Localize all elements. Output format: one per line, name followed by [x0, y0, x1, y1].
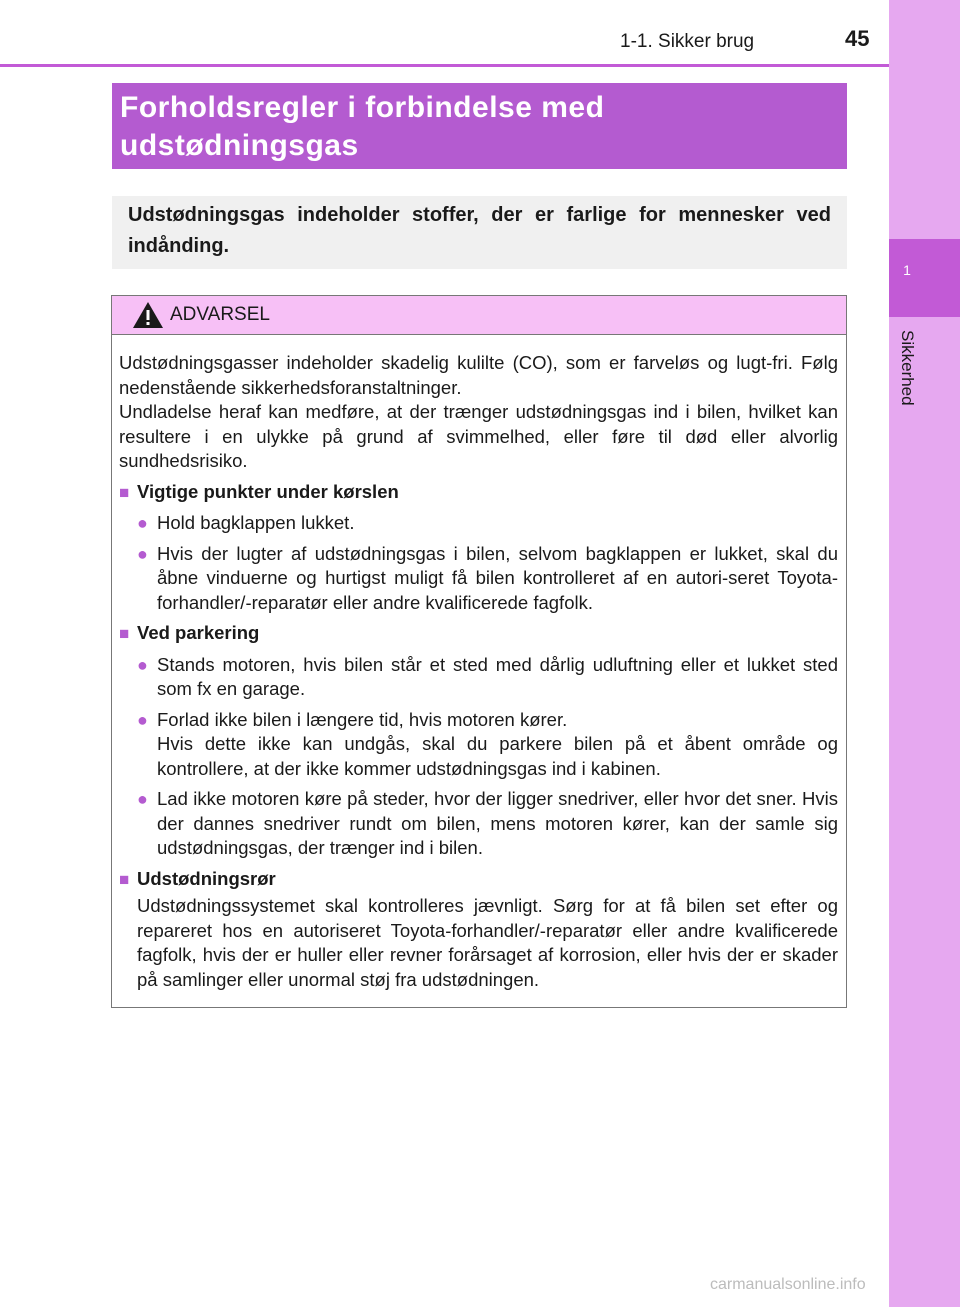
round-bullet-icon: ●	[137, 654, 148, 675]
watermark: carmanualsonline.info	[710, 1276, 866, 1293]
chapter-label: Sikkerhed	[898, 330, 917, 406]
list-item-text	[157, 708, 838, 782]
section-heading	[119, 621, 838, 647]
section-heading-text: Ved parkering	[137, 622, 260, 643]
list-item	[119, 653, 838, 702]
square-bullet-icon: ■	[119, 869, 130, 889]
square-bullet-icon: ■	[119, 624, 130, 643]
side-tab	[889, 0, 960, 1307]
section-heading	[119, 867, 838, 893]
side-tab-active	[889, 239, 960, 317]
warning-header	[112, 296, 846, 335]
page-title-line1: Forholdsregler i forbindelse med	[120, 91, 605, 124]
round-bullet-icon: ●	[137, 709, 148, 730]
warning-label: ADVARSEL	[170, 304, 270, 325]
list-item	[119, 708, 838, 782]
section-heading-text: Vigtige punkter under kørslen	[137, 480, 399, 502]
list-item-text: Lad ikke motoren køre på steder, hvor der ligger snedriver, eller hvor det sner. Hvis der dannes snedriver rundt om bilen, mens motoren kører, kan der samle sig udstødningsgas, der trænger ind i bilen.	[157, 788, 838, 858]
warning-body	[112, 335, 846, 992]
list-item-line: Forlad ikke bilen i længere tid, hvis motoren kører.	[157, 708, 568, 730]
header-divider	[0, 64, 889, 67]
list-item-text: Stands motoren, hvis bilen står et sted med dårlig udluftning eller et lukket sted som fx en garage.	[157, 653, 838, 699]
section-heading-text: Udstødningsrør	[137, 867, 276, 889]
warning-intro-1: Udstødningsgasser indeholder skadelig kulilte (CO), som er farveløs og lugt-fri. Følg nedenstående sikkerhedsforanstaltninger.	[119, 352, 838, 398]
round-bullet-icon: ●	[137, 543, 148, 564]
list-item	[119, 542, 838, 616]
warning-intro-2: Undladelse heraf kan medføre, at der trænger udstødningsgas ind i bilen, hvilket kan resultere i en ulykke på grund af svimmelhed, eller føre til død eller alvorlig sundhedsrisiko.	[119, 401, 838, 471]
title-box	[112, 83, 847, 169]
list-item-text: Hvis der lugter af udstødningsgas i bilen, selvom bagklappen er lukket, skal du åbne vinduerne og hurtigst muligt få bilen kontrolleret af en autori-seret Toyota-forhandler/-reparatør eller andre kvalificerede fagfolk.	[157, 542, 838, 613]
warning-box	[111, 295, 847, 1008]
intro-text: Udstødningsgas indeholder stoffer, der er farlige for mennesker ved indånding.	[128, 204, 831, 257]
list-item-continuation: Hvis dette ikke kan undgås, skal du parkere bilen på et åbent område og kontrollere, at der ikke kommer udstødningsgas ind i kabinen.	[157, 733, 838, 779]
square-bullet-icon: ■	[119, 482, 130, 502]
round-bullet-icon: ●	[137, 789, 148, 809]
section-paragraph: Udstødningssystemet skal kontrolleres jævnligt. Sørg for at få bilen set efter og repareret hos en autoriseret Toyota-forhandler/-reparatør eller andre kvalificerede fagfolk, hvis der er huller eller revner forårsaget af korrosion, eller hvis der er skader på samlinger eller unormal støj fra udstødningen.	[137, 895, 838, 990]
intro-box	[112, 196, 847, 269]
chapter-number: 1	[903, 262, 911, 278]
section-heading	[119, 480, 838, 506]
warning-triangle-icon	[132, 301, 164, 329]
page-title	[120, 89, 839, 165]
list-item	[119, 511, 838, 536]
section-title: 1-1. Sikker brug	[620, 31, 755, 52]
list-item	[119, 787, 838, 861]
round-bullet-icon: ●	[137, 513, 148, 533]
page-title-line2: udstødningsgas	[120, 129, 359, 162]
list-item-text: Hold bagklappen lukket.	[157, 512, 355, 533]
page-number: 45	[845, 26, 870, 51]
